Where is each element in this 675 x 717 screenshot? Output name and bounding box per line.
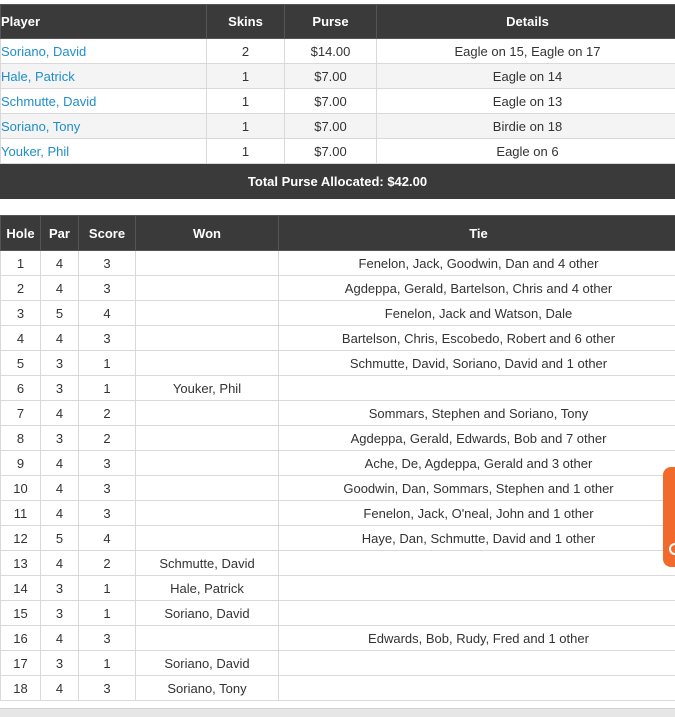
skins-cell: 1 — [207, 89, 285, 114]
won-cell: Soriano, David — [136, 651, 279, 676]
skins-table-body — [1, 39, 675, 164]
won-cell — [136, 326, 279, 351]
tie-cell — [279, 376, 675, 401]
hole-row — [1, 676, 675, 701]
purse-column-header: Purse — [285, 5, 377, 39]
tie-cell: Schmutte, David, Soriano, David and 1 other — [279, 351, 675, 376]
hole-cell: 8 — [1, 426, 41, 451]
hole-cell: 5 — [1, 351, 41, 376]
hole-cell: 3 — [1, 301, 41, 326]
skins-column-header: Skins — [207, 5, 285, 39]
holes-header-row — [1, 216, 675, 251]
skins-cell: 1 — [207, 139, 285, 164]
tie-cell — [279, 601, 675, 626]
hole-cell: 16 — [1, 626, 41, 651]
won-cell — [136, 526, 279, 551]
score-cell: 3 — [79, 276, 136, 301]
hole-row — [1, 601, 675, 626]
score-column-header: Score — [79, 216, 136, 251]
player-link[interactable]: Soriano, Tony — [1, 114, 207, 139]
purse-cell: $7.00 — [285, 114, 377, 139]
hole-row — [1, 626, 675, 651]
score-cell: 3 — [79, 476, 136, 501]
details-cell: Birdie on 18 — [377, 114, 675, 139]
purse-cell: $7.00 — [285, 64, 377, 89]
details-column-header: Details — [377, 5, 675, 39]
won-column-header: Won — [136, 216, 279, 251]
skins-table — [0, 4, 675, 164]
skins-cell: 1 — [207, 64, 285, 89]
hole-row — [1, 451, 675, 476]
player-link[interactable]: Soriano, David — [1, 39, 207, 64]
par-cell: 4 — [41, 501, 79, 526]
hole-row — [1, 651, 675, 676]
hole-row — [1, 401, 675, 426]
hole-row — [1, 376, 675, 401]
par-cell: 3 — [41, 376, 79, 401]
purse-cell: $7.00 — [285, 89, 377, 114]
par-cell: 4 — [41, 551, 79, 576]
hole-cell: 1 — [1, 251, 41, 276]
won-cell — [136, 501, 279, 526]
skins-row — [1, 89, 675, 114]
hole-row — [1, 526, 675, 551]
hole-row — [1, 576, 675, 601]
score-cell: 1 — [79, 651, 136, 676]
player-column-header: Player — [1, 5, 207, 39]
par-cell: 4 — [41, 326, 79, 351]
player-link[interactable]: Hale, Patrick — [1, 64, 207, 89]
won-cell — [136, 426, 279, 451]
score-cell: 3 — [79, 501, 136, 526]
par-cell: 4 — [41, 626, 79, 651]
tie-column-header: Tie — [279, 216, 675, 251]
won-cell — [136, 276, 279, 301]
feedback-side-tab[interactable] — [663, 467, 675, 567]
hole-cell: 18 — [1, 676, 41, 701]
hole-row — [1, 551, 675, 576]
skins-cell: 1 — [207, 114, 285, 139]
par-cell: 4 — [41, 476, 79, 501]
hole-cell: 12 — [1, 526, 41, 551]
skins-row — [1, 39, 675, 64]
hole-cell: 7 — [1, 401, 41, 426]
score-cell: 4 — [79, 301, 136, 326]
hole-row — [1, 326, 675, 351]
score-cell: 3 — [79, 326, 136, 351]
skins-row — [1, 114, 675, 139]
tie-cell: Haye, Dan, Schmutte, David and 1 other — [279, 526, 675, 551]
tie-cell — [279, 551, 675, 576]
par-cell: 3 — [41, 576, 79, 601]
hole-cell: 11 — [1, 501, 41, 526]
score-cell: 1 — [79, 601, 136, 626]
hole-cell: 6 — [1, 376, 41, 401]
par-column-header: Par — [41, 216, 79, 251]
score-cell: 3 — [79, 451, 136, 476]
player-link[interactable]: Schmutte, David — [1, 89, 207, 114]
details-cell: Eagle on 14 — [377, 64, 675, 89]
score-cell: 3 — [79, 626, 136, 651]
won-cell — [136, 451, 279, 476]
won-cell — [136, 251, 279, 276]
tie-cell: Agdeppa, Gerald, Edwards, Bob and 7 other — [279, 426, 675, 451]
skins-row — [1, 64, 675, 89]
details-cell: Eagle on 6 — [377, 139, 675, 164]
score-cell: 1 — [79, 376, 136, 401]
hole-row — [1, 251, 675, 276]
hole-row — [1, 426, 675, 451]
won-cell — [136, 301, 279, 326]
details-cell: Eagle on 15, Eagle on 17 — [377, 39, 675, 64]
tie-cell: Fenelon, Jack, O'neal, John and 1 other — [279, 501, 675, 526]
tie-cell: Agdeppa, Gerald, Bartelson, Chris and 4 other — [279, 276, 675, 301]
score-cell: 2 — [79, 551, 136, 576]
purse-cell: $7.00 — [285, 139, 377, 164]
score-cell: 3 — [79, 676, 136, 701]
tie-cell: Edwards, Bob, Rudy, Fred and 1 other — [279, 626, 675, 651]
hole-cell: 2 — [1, 276, 41, 301]
par-cell: 3 — [41, 351, 79, 376]
holes-table — [0, 215, 675, 701]
par-cell: 3 — [41, 601, 79, 626]
par-cell: 5 — [41, 526, 79, 551]
won-cell — [136, 351, 279, 376]
hole-cell: 13 — [1, 551, 41, 576]
player-link[interactable]: Youker, Phil — [1, 139, 207, 164]
hole-row — [1, 476, 675, 501]
tie-cell — [279, 676, 675, 701]
par-cell: 3 — [41, 651, 79, 676]
par-cell: 4 — [41, 276, 79, 301]
hole-row — [1, 351, 675, 376]
tie-cell: Bartelson, Chris, Escobedo, Robert and 6 other — [279, 326, 675, 351]
tie-cell: Ache, De, Agdeppa, Gerald and 3 other — [279, 451, 675, 476]
won-cell — [136, 626, 279, 651]
purse-cell: $14.00 — [285, 39, 377, 64]
skins-row — [1, 139, 675, 164]
par-cell: 3 — [41, 426, 79, 451]
hole-cell: 14 — [1, 576, 41, 601]
score-cell: 1 — [79, 351, 136, 376]
won-cell: Youker, Phil — [136, 376, 279, 401]
score-cell: 2 — [79, 401, 136, 426]
par-cell: 5 — [41, 301, 79, 326]
won-cell: Schmutte, David — [136, 551, 279, 576]
hole-cell: 17 — [1, 651, 41, 676]
score-cell: 1 — [79, 576, 136, 601]
horizontal-scrollbar[interactable] — [0, 708, 675, 717]
score-cell: 2 — [79, 426, 136, 451]
hole-cell: 4 — [1, 326, 41, 351]
par-cell: 4 — [41, 401, 79, 426]
hole-row — [1, 501, 675, 526]
skins-header-row — [1, 5, 675, 39]
hole-column-header: Hole — [1, 216, 41, 251]
score-cell: 3 — [79, 251, 136, 276]
won-cell: Soriano, Tony — [136, 676, 279, 701]
total-purse-bar: Total Purse Allocated: $42.00 — [0, 164, 675, 199]
tie-cell: Goodwin, Dan, Sommars, Stephen and 1 other — [279, 476, 675, 501]
tie-cell: Fenelon, Jack, Goodwin, Dan and 4 other — [279, 251, 675, 276]
won-cell — [136, 476, 279, 501]
tie-cell — [279, 576, 675, 601]
details-cell: Eagle on 13 — [377, 89, 675, 114]
won-cell: Soriano, David — [136, 601, 279, 626]
par-cell: 4 — [41, 251, 79, 276]
par-cell: 4 — [41, 451, 79, 476]
won-cell — [136, 401, 279, 426]
holes-table-body — [1, 251, 675, 701]
tie-cell: Fenelon, Jack and Watson, Dale — [279, 301, 675, 326]
hole-row — [1, 301, 675, 326]
won-cell: Hale, Patrick — [136, 576, 279, 601]
hole-row — [1, 276, 675, 301]
skins-cell: 2 — [207, 39, 285, 64]
hole-cell: 10 — [1, 476, 41, 501]
hole-cell: 15 — [1, 601, 41, 626]
par-cell: 4 — [41, 676, 79, 701]
tie-cell — [279, 651, 675, 676]
score-cell: 4 — [79, 526, 136, 551]
tie-cell: Sommars, Stephen and Soriano, Tony — [279, 401, 675, 426]
hole-cell: 9 — [1, 451, 41, 476]
